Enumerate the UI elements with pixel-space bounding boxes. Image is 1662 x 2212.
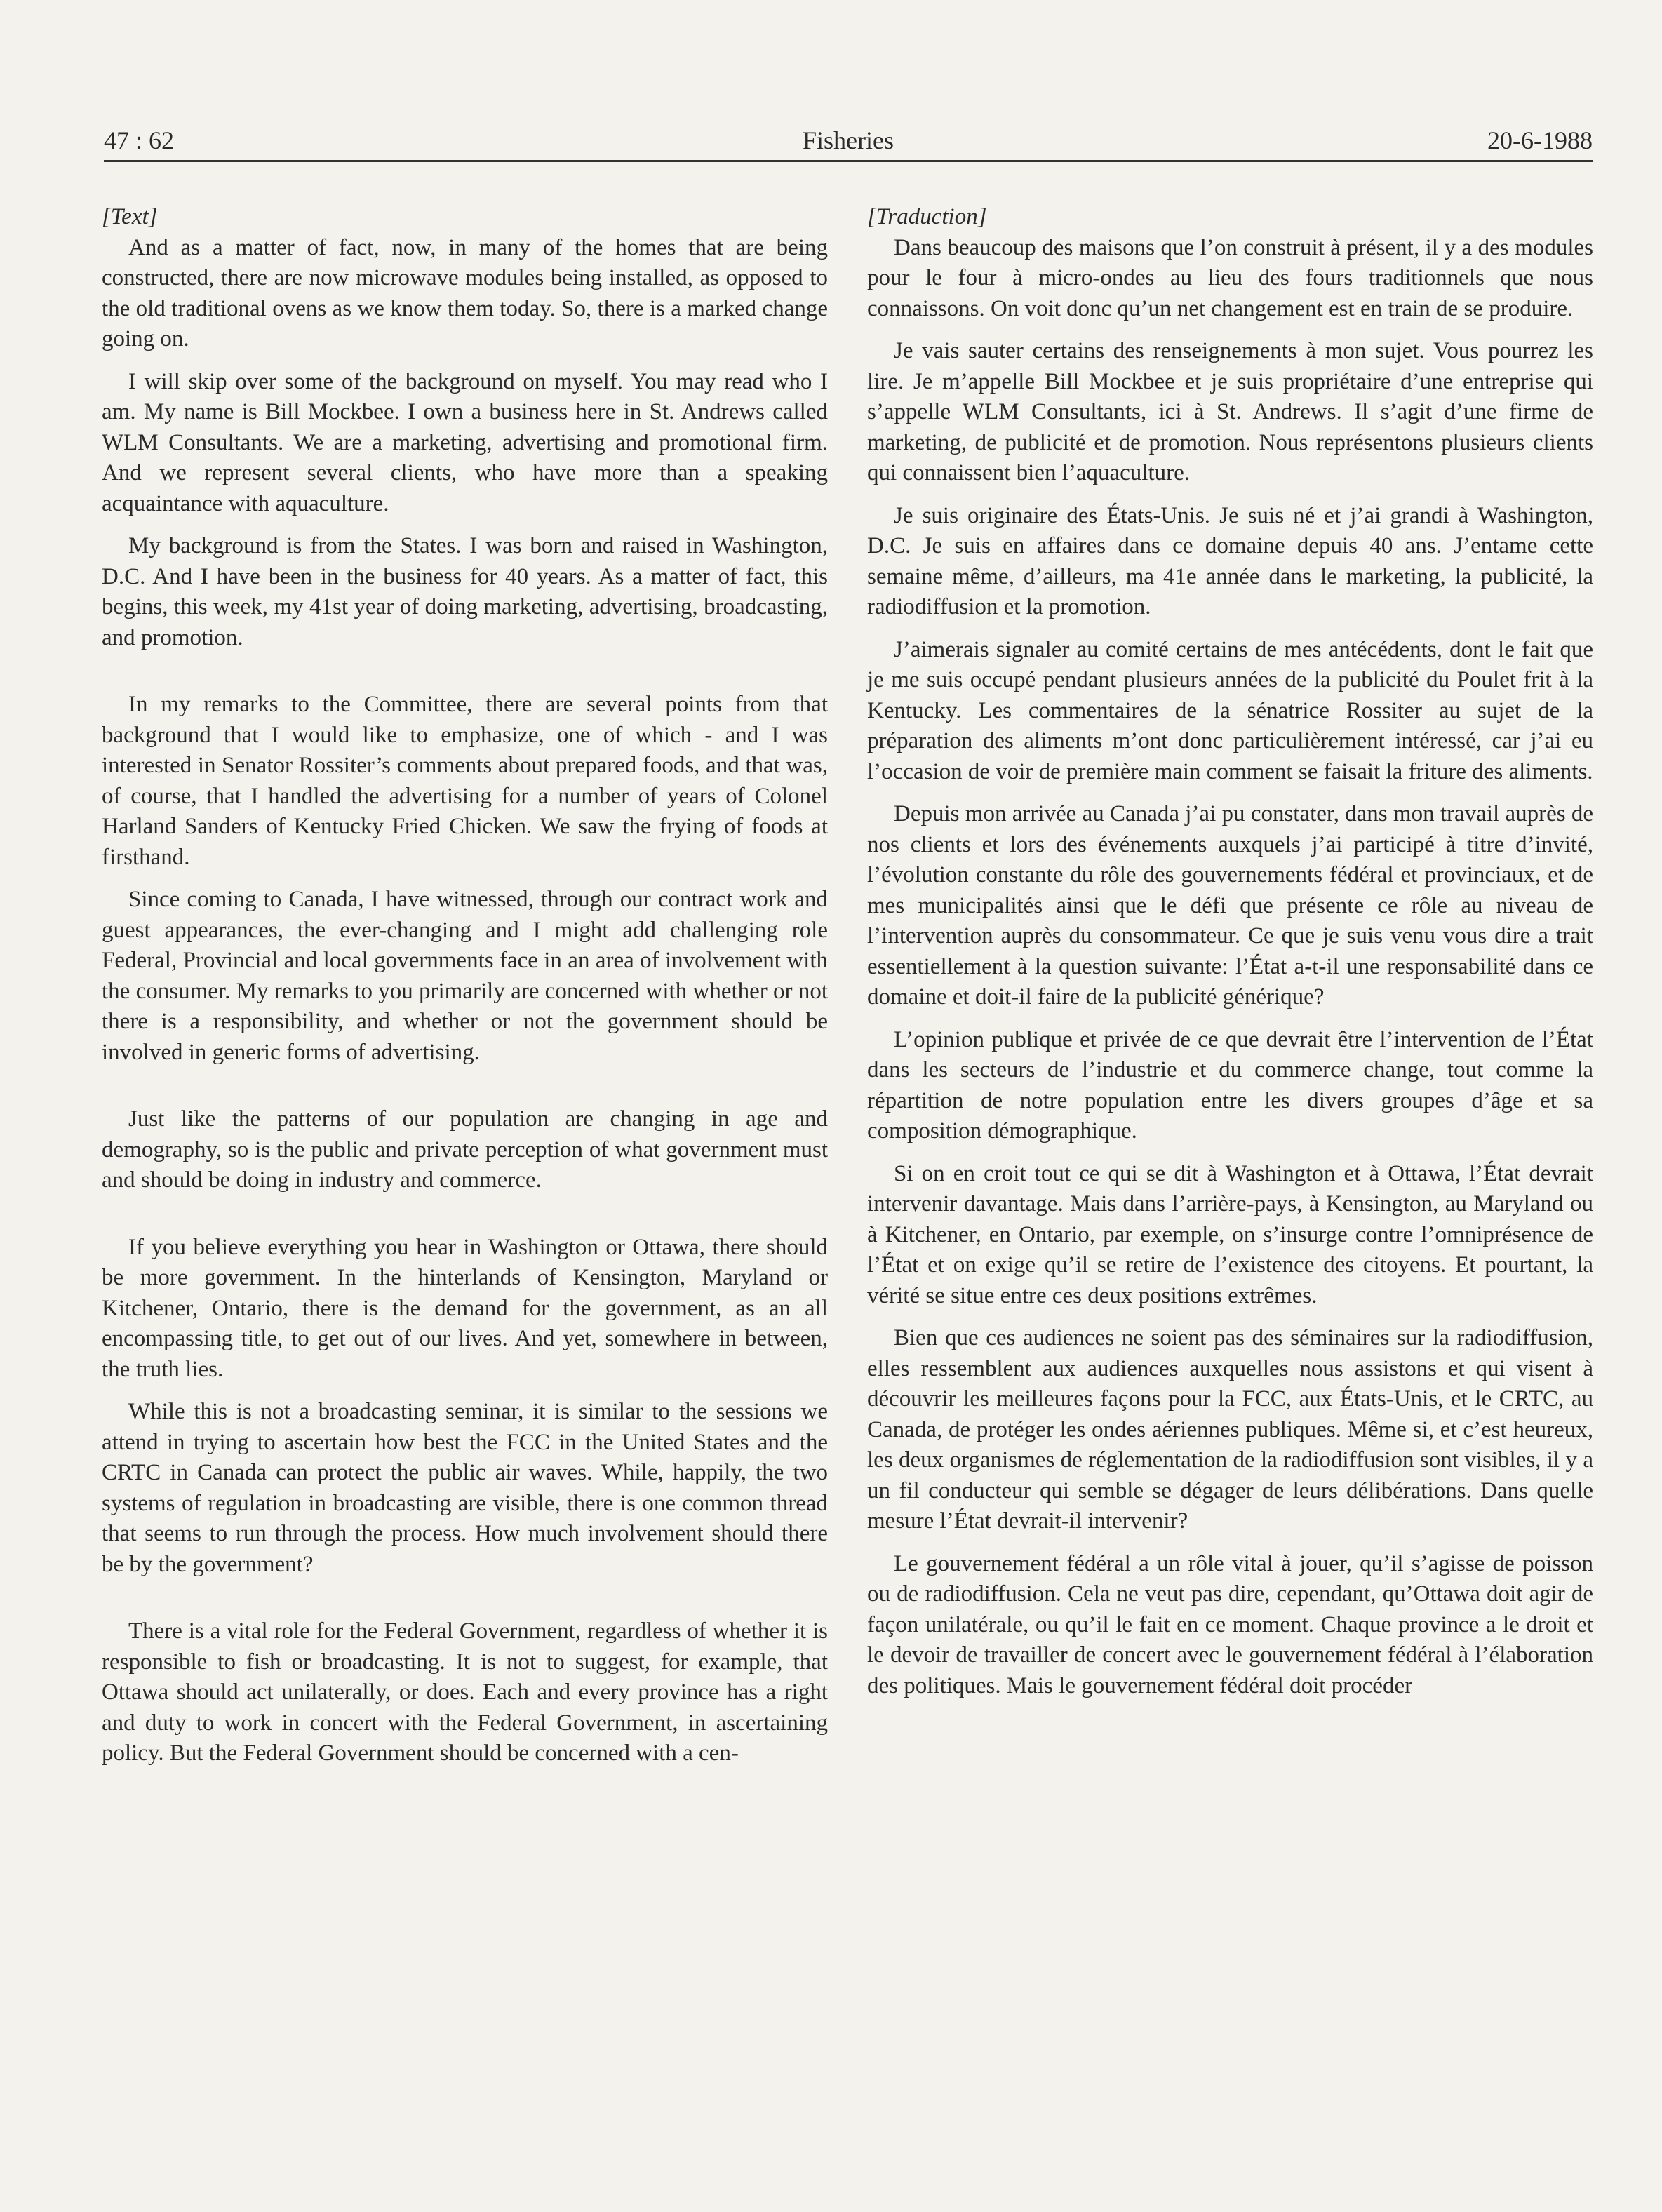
english-paragraph: There is a vital role for the Federal Government, regardless of whether it is responsible to fish or broadcasting. It is not to suggest, for example, that Ottawa should act unilaterally, or does. Each and every province has a right and duty to work in concert with the Federal Government, in ascertaining policy. But the Federal Government should be concerned with a cen-: [102, 1618, 828, 1766]
french-paragraph: Je vais sauter certains des renseignements à mon sujet. Vous pourrez les lire. Je m’appelle Bill Mockbee et je suis propriétaire d’une entreprise qui s’appelle WLM Consultants, ici à St. Andrews. Il s’agit d’une firme de marketing, de publicité et de promotion. Nous représentons plusieurs clients qui connaissent bien l’aquaculture.: [867, 338, 1593, 485]
french-paragraph: Dans beaucoup des maisons que l’on construit à présent, il y a des modules pour le four à micro-ondes au lieu des fours traditionnels que nous connaissons. On voit donc qu’un net changement est en train de se produire.: [867, 234, 1593, 321]
english-label: [Text]: [102, 204, 158, 229]
session-date: 20-6-1988: [1487, 126, 1593, 154]
french-column: [867, 202, 1593, 1713]
running-title: Fisheries: [803, 126, 894, 154]
page-number: 47 : 62: [104, 126, 175, 154]
french-paragraph: Depuis mon arrivée au Canada j’ai pu constater, dans mon travail auprès de nos clients et lors des événements auxquels j’ai participé à titre d’invité, l’évolution constante du rôle des gouvernements fédéral et provinciaux, et de mes municipalités ainsi que le défi que présente ce rôle au niveau de l’intervention auprès du consommateur. Ce que je suis venu vous dire a trait essentiellement à la question suivante: l’État a-t-il une responsabilité dans ce domaine et doit-il faire de la publicité générique?: [867, 801, 1593, 1010]
english-paragraph: Since coming to Canada, I have witnessed, through our contract work and guest appearances, the ever-changing and I might add challenging role Federal, Provincial and local governments face in an area of involvement with the consumer. My remarks to you primarily are concerned with whether or not there is a responsibility, and whether or not the government should be involved in generic forms of advertising.: [102, 887, 828, 1065]
english-column: [102, 202, 828, 1781]
french-paragraph: Le gouvernement fédéral a un rôle vital à jouer, qu’il s’agisse de poisson ou de radiodiffusion. Cela ne veut pas dire, cependant, qu’Ottawa doit agir de façon unilatérale, ou qu’il le fait en ce moment. Chaque province a le droit et le devoir de travailler de concert avec le gouvernement fédéral à l’élaboration des politiques. Mais le gouvernement fédéral doit procéder: [867, 1550, 1593, 1698]
french-paragraph: L’opinion publique et privée de ce que devrait être l’intervention de l’État dans les secteurs de l’industrie et du commerce change, tout comme la répartition de notre population entre les divers groupes d’âge et sa composition démographique.: [867, 1026, 1593, 1144]
english-paragraph: While this is not a broadcasting seminar, it is similar to the sessions we attend in trying to ascertain how best the FCC in the United States and the CRTC in Canada can protect the public air waves. While, happily, the two systems of regulation in broadcasting are visible, there is one common thread that seems to run through the process. How much involvement should there be by the government?: [102, 1399, 828, 1577]
french-paragraph: J’aimerais signaler au comité certains de mes antécédents, dont le fait que je me suis occupé pendant plusieurs années de la publicité du Poulet frit à la Kentucky. Les commentaires de la sénatrice Rossiter au sujet de la préparation des aliments m’ont donc particulièrement intéressé, car j’ai eu l’occasion de voir de première main comment se faisait la friture des aliments.: [867, 636, 1593, 784]
french-paragraph: Si on en croit tout ce qui se dit à Washington et à Ottawa, l’État devrait intervenir davantage. Mais dans l’arrière-pays, à Kensington, au Maryland ou à Kitchener, en Ontario, par exemple, on s’insurge contre l’omniprésence de l’État et on exige qu’il se retire de l’existence des citoyens. Et pourtant, la vérité se situe entre ces deux positions extrêmes.: [867, 1160, 1593, 1308]
english-paragraph: If you believe everything you hear in Washington or Ottawa, there should be more government. In the hinterlands of Kensington, Maryland or Kitchener, Ontario, there is the demand for the government, as an all encompassing title, to get out of our lives. And yet, somewhere in between, the truth lies.: [102, 1234, 828, 1382]
english-paragraph: In my remarks to the Committee, there are several points from that background that I would like to emphasize, one of which - and I was interested in Senator Rossiter’s comments about prepared foods, and that was, of course, that I handled the advertising for a number of years of Colonel Harland Sanders of Kentucky Fried Chicken. We saw the frying of foods at firsthand.: [102, 692, 828, 870]
english-paragraph: And as a matter of fact, now, in many of the homes that are being constructed, there are now microwave modules being installed, as opposed to the old traditional ovens as we know them today. So, there is a marked change going on.: [102, 234, 828, 351]
english-paragraph: I will skip over some of the background on myself. You may read who I am. My name is Bill Mockbee. I own a business here in St. Andrews called WLM Consultants. We are a marketing, advertising and promotional firm. And we represent several clients, who have more than a speaking acquaintance with aquaculture.: [102, 368, 828, 516]
french-label: [Traduction]: [867, 204, 987, 229]
page-header: [104, 123, 1593, 158]
french-paragraph: Je suis originaire des États-Unis. Je suis né et j’ai grandi à Washington, D.C. Je suis en affaires dans ce domaine depuis 40 ans. J’entame cette semaine même, d’ailleurs, ma 41e année dans le marketing, la publicité, la radiodiffusion et la promotion.: [867, 502, 1593, 619]
english-paragraph: My background is from the States. I was born and raised in Washington, D.C. And I have been in the business for 40 years. As a matter of fact, this begins, this week, my 41st year of doing marketing, advertising, broadcasting, and promotion.: [102, 533, 828, 650]
english-paragraph: Just like the patterns of our population are changing in age and demography, so is the public and private perception of what government must and should be doing in industry and commerce.: [102, 1106, 828, 1193]
french-paragraph: Bien que ces audiences ne soient pas des séminaires sur la radiodiffusion, elles ressemblent aux audiences auxquelles nous assistons et qui visent à découvrir les meilleures façons pour la FCC, aux États-Unis, et le CRTC, au Canada, de protéger les ondes aériennes publiques. Même si, et c’est heureux, les deux organismes de réglementation de la radiodiffusion sont visibles, il y a un fil conducteur qui semble se dégager de leurs délibérations. Dans quelle mesure l’État devrait-il intervenir?: [867, 1325, 1593, 1534]
header-rule: [104, 160, 1593, 162]
